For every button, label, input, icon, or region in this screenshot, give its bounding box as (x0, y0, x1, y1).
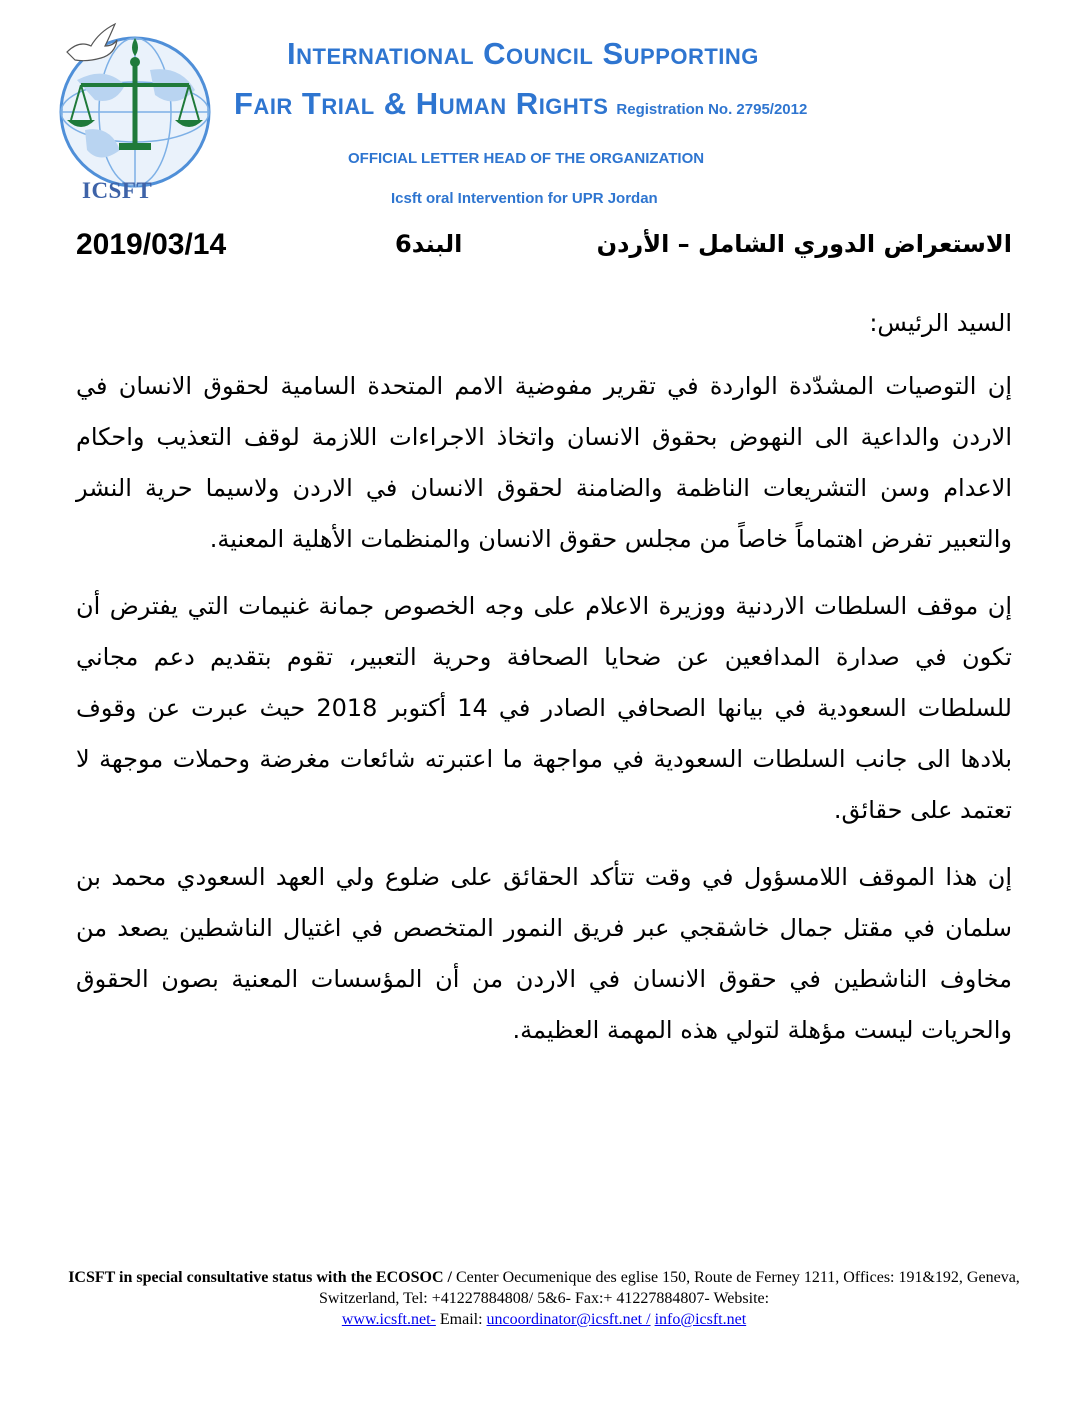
email-link-coordinator[interactable]: uncoordinator@icsft.net / (486, 1311, 651, 1328)
letterhead-label: OFFICIAL LETTER HEAD OF THE ORGANIZATION (348, 150, 705, 167)
footer-status: ICSFT in special consultative status with the ECOSOC / (68, 1269, 452, 1286)
email-link-info[interactable]: info@icsft.net (654, 1311, 747, 1328)
footer-email-label: Email: (435, 1311, 487, 1328)
agenda-item: البند6 (395, 230, 463, 258)
paragraph-1: إن التوصيات المشدّدة الواردة في تقرير مفوضية الامم المتحدة السامية لحقوق الانسان في الاردن والداعية الى النهوض بحقوق الانسان واتخاذ الاجراءات اللازمة لوقف التعذيب واحكام الاعدام وسن التشريعات الناظمة والضامنة لحقوق الانسان في الاردن ولاسيما حرية النشر والتعبير تفرض اهتماماً خاصاً من مجلس حقوق الانسان والمنظمات الأهلية المعنية. (76, 372, 1012, 553)
letter-body (76, 298, 1012, 1072)
registration-number: Registration No. 2795/2012 (616, 101, 808, 118)
footer-address: Center Oecumenique des eglise 150, Route de Ferney 1211, Offices: 191&192, Geneva, Switzerland, Tel: +41227884808/ 5&6- Fax:+ 41227884807- Website: (318, 1269, 1020, 1307)
logo-text: ICSFT (82, 178, 153, 203)
paragraph-3: إن هذا الموقف اللامسؤول في وقت تتأكد الحقائق على ضلوع ولي العهد السعودي محمد بن سلمان في مقتل جمال خاشقجي عبر فريق النمور المتخصص في اغتيال الناشطين يصعد من مخاوف الناشطين في حقوق الانسان في الاردن من أن المؤسسات المعنية بصون الحقوق والحريات ليست مؤهلة لتولي هذه المهمة العظيمة. (76, 863, 1012, 1044)
organization-name-line2-text: Fair Trial & Human Rights (234, 86, 609, 121)
salutation: السيد الرئيس: (869, 309, 1012, 337)
document-date: 2019/03/14 (76, 228, 227, 261)
organization-name-line2 (234, 86, 807, 122)
organization-name-line1: International Council Supporting (287, 36, 759, 71)
document-subject: الاستعراض الدوري الشامل – الأردن (596, 230, 1012, 258)
paragraph-2: إن موقف السلطات الاردنية ووزيرة الاعلام على وجه الخصوص جمانة غنيمات التي يفترض أن تكون في صدارة المدافعين عن ضحايا الصحافة وحرية التعبير، تقوم بتقديم دعم مجاني للسلطات السعودية في بيانها الصحافي الصادر في 14 أكتوبر 2018 حيث عبرت عن وقوف بلادها الى جانب السلطات السعودية في مواجهة ما اعتبرته شائعات مغرضة وحملات موجهة لا تعتمد على حقائق. (76, 592, 1012, 824)
website-link[interactable]: www.icsft.net- (341, 1311, 436, 1328)
intervention-label: Icsft oral Intervention for UPR Jordan (391, 190, 658, 207)
footer (60, 1267, 1028, 1330)
